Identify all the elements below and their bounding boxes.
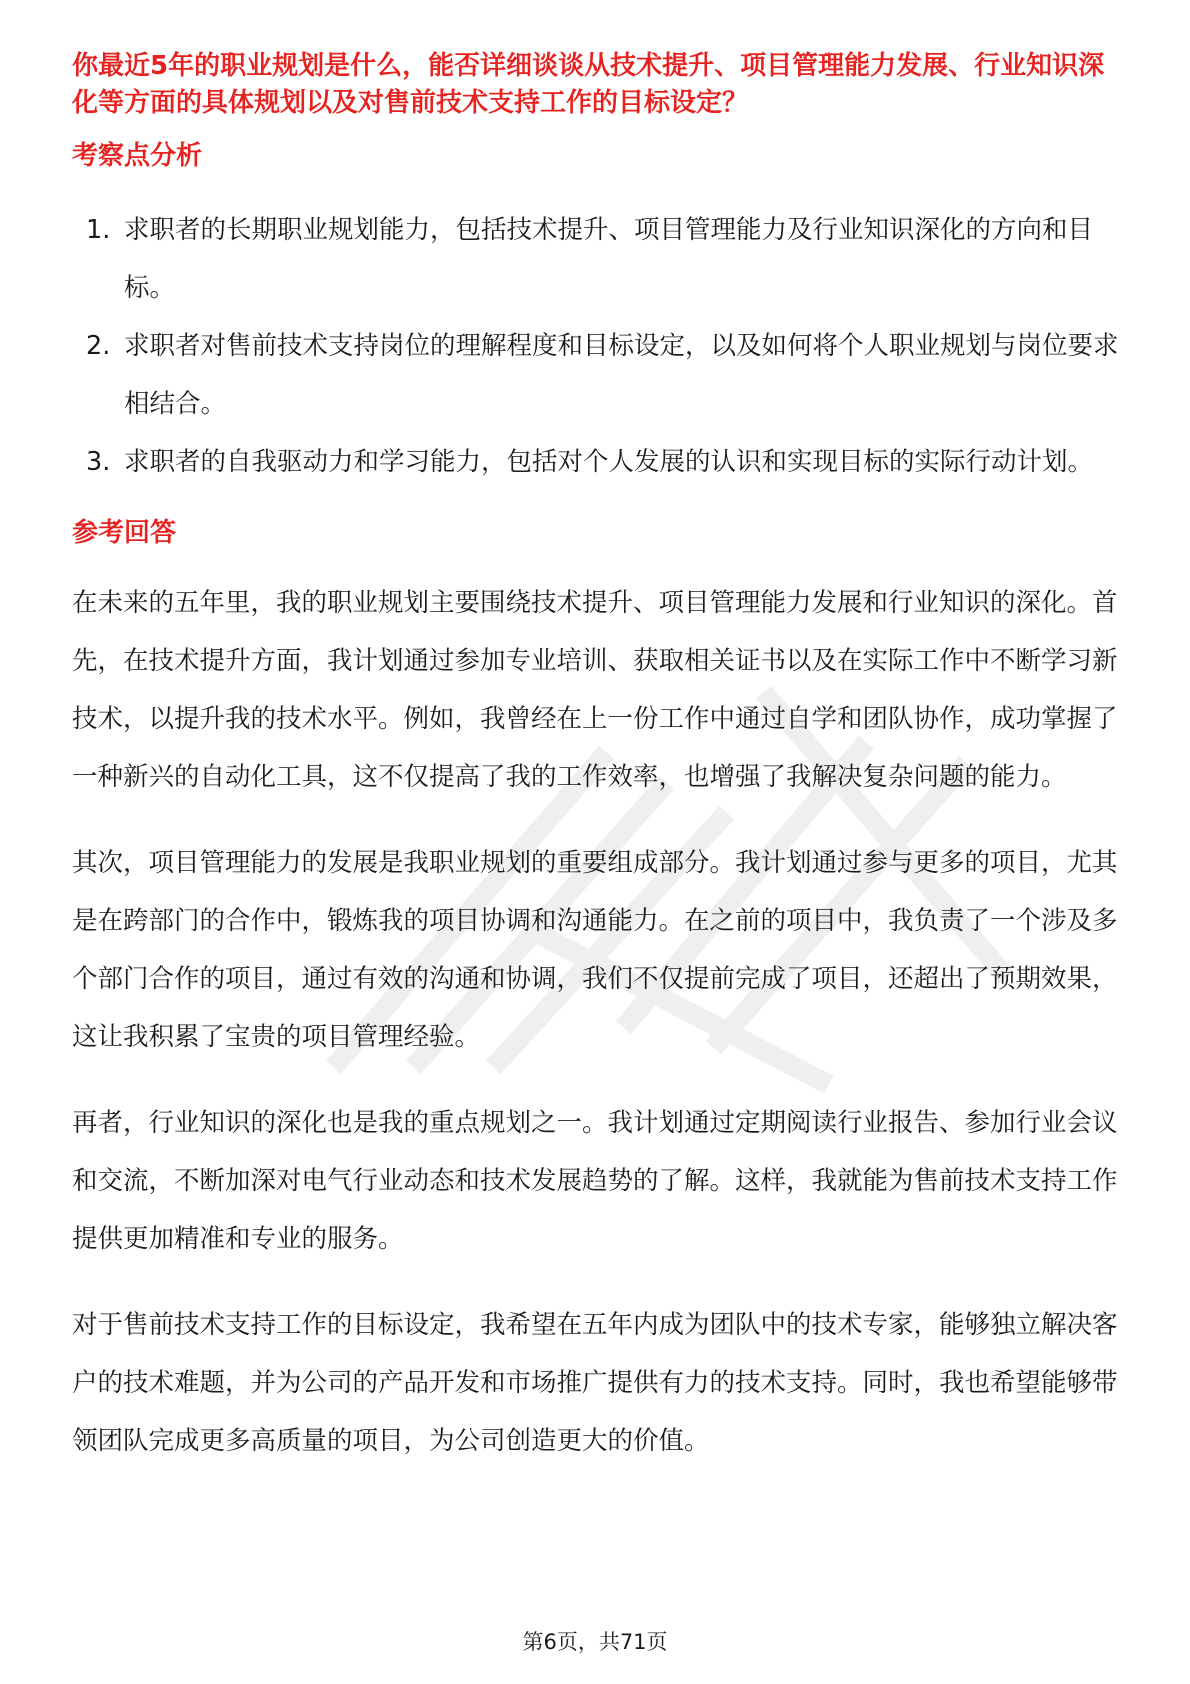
point-text: 求职者对售前技术支持岗位的理解程度和目标设定，以及如何将个人职业规划与岗位要求相结合。 <box>124 331 1119 419</box>
answer-paragraph: 对于售前技术支持工作的目标设定，我希望在五年内成为团队中的技术专家，能够独立解决客户的技术难题，并为公司的产品开发和市场推广提供有力的技术支持。同时，我也希望能够带领团队完成更多高质量的项目，为公司创造更大的价值。 <box>72 1310 1118 1456</box>
point-text: 求职者的自我驱动力和学习能力，包括对个人发展的认识和实现目标的实际行动计划。 <box>124 447 1094 477</box>
answer-paragraph: 其次，项目管理能力的发展是我职业规划的重要组成部分。我计划通过参与更多的项目，尤其是在跨部门的合作中，锻炼我的项目协调和沟通能力。在之前的项目中，我负责了一个涉及多个部门合作的项目，通过有效的沟通和协调，我们不仅提前完成了项目，还超出了预期效果，这让我积累了宝贵的项目管理经验。 <box>72 848 1118 1052</box>
analysis-point <box>72 317 1122 433</box>
analysis-point <box>72 433 1122 491</box>
analysis-points-list <box>72 201 1122 491</box>
answer-paragraph: 再者，行业知识的深化也是我的重点规划之一。我计划通过定期阅读行业报告、参加行业会议和交流，不断加深对电气行业动态和技术发展趋势的了解。这样，我就能为售前技术支持工作提供更加精准和专业的服务。 <box>72 1108 1118 1254</box>
answer-paragraph: 在未来的五年里，我的职业规划主要围绕技术提升、项目管理能力发展和行业知识的深化。首先，在技术提升方面，我计划通过参加专业培训、获取相关证书以及在实际工作中不断学习新技术，以提升我的技术水平。例如，我曾经在上一份工作中通过自学和团队协作，成功掌握了一种新兴的自动化工具，这不仅提高了我的工作效率，也增强了我解决复杂问题的能力。 <box>72 588 1118 792</box>
question-title: 你最近5年的职业规划是什么，能否详细谈谈从技术提升、项目管理能力发展、行业知识深化等方面的具体规划以及对售前技术支持工作的目标设定？ <box>72 51 1105 118</box>
page-number-footer: 第6页，共71页 <box>522 1630 668 1654</box>
answer-heading: 参考回答 <box>72 518 177 548</box>
analysis-point <box>72 201 1122 317</box>
analysis-heading: 考察点分析 <box>72 141 203 171</box>
point-number: 3. <box>86 447 111 477</box>
document-content <box>72 48 1122 1470</box>
point-number: 1. <box>86 215 111 245</box>
point-text: 求职者的长期职业规划能力，包括技术提升、项目管理能力及行业知识深化的方向和目标。 <box>124 215 1094 303</box>
point-number: 2. <box>86 331 111 361</box>
answer-body <box>72 574 1122 1470</box>
